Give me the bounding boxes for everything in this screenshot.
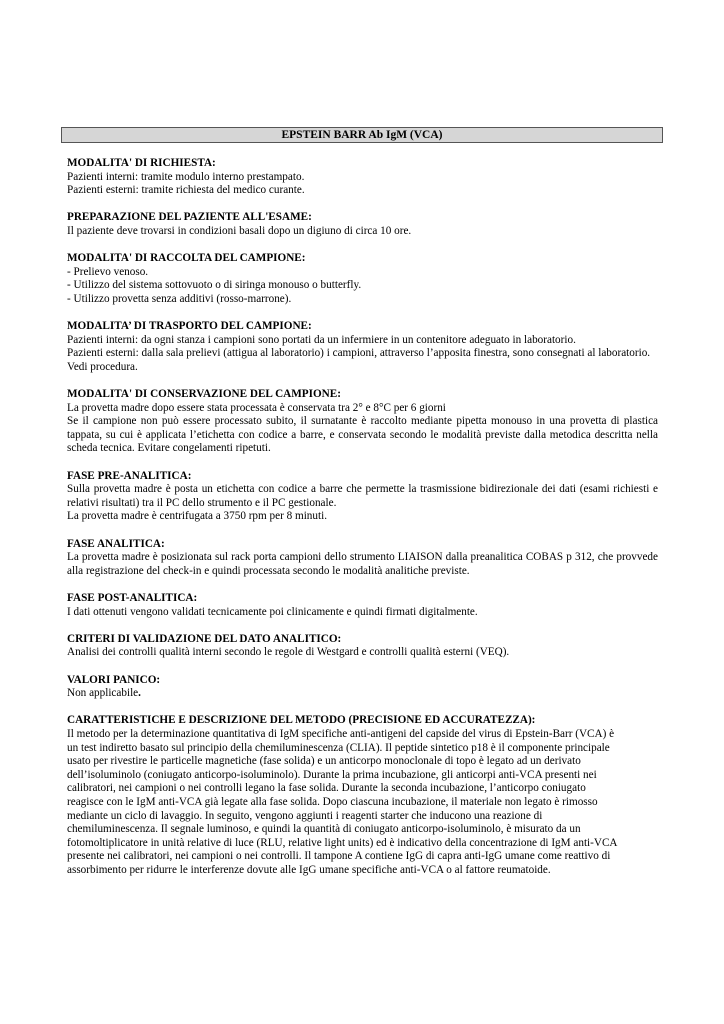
- section-heading: FASE POST-ANALITICA:: [67, 592, 198, 604]
- section-line: Il paziente deve trovarsi in condizioni basali dopo un digiuno di circa 10 ore.: [67, 224, 412, 237]
- section-heading: VALORI PANICO:: [67, 673, 161, 686]
- section-heading: MODALITA' DI CONSERVAZIONE DEL CAMPIONE:: [67, 388, 341, 401]
- section-heading: MODALITA' DI RICHIESTA:: [67, 157, 216, 169]
- section-line: calibratori, nei campioni o nei controlli legano la fase solida. Durante la seconda incubazione, l’anticorpo coniugato: [67, 782, 586, 795]
- section-line: chemiluminescenza. Il segnale luminoso, e quindi la quantità di coniugato anticorpo-isoluminolo, è misurato da un: [67, 823, 581, 836]
- section-line: assorbimento per ridurre le interferenze dovute alle IgG umane specifiche anti-VCA o al fattore reumatoide.: [67, 863, 551, 876]
- section-heading: MODALITA' DI RACCOLTA DEL CAMPIONE:: [67, 252, 306, 265]
- panico-text: Non applicabile: [67, 687, 139, 700]
- section-line: I dati ottenuti vengono validati tecnicamente poi clinicamente e quindi firmati digitalmente.: [67, 605, 478, 618]
- section-line: Il metodo per la determinazione quantitativa di IgM specifiche anti-antigeni del capside del virus di Epstein-Barr (VCA) è: [67, 727, 615, 740]
- section-line: La provetta madre dopo essere stata processata è conservata tra 2° e 8°C per 6 giorni: [67, 401, 446, 414]
- section-preanalitica: [67, 470, 658, 524]
- section-postanalitica: [67, 592, 658, 619]
- section-analitica: [67, 538, 658, 579]
- section-line: reagisce con le IgM anti-VCA già legate alla fase solida. Dopo ciascuna incubazione, il materiale non legato è rimosso: [67, 795, 598, 808]
- section-metodo: [67, 714, 658, 877]
- section-line: mediante un ciclo di lavaggio. In seguito, vengono aggiunti i reagenti starter che inducono una reazione di: [67, 809, 543, 822]
- document-body: [67, 157, 658, 891]
- section-line: presente nei calibratori, nei campioni o nei controlli. Il tampone A contiene IgG di capra anti-IgG umane come reattivo di: [67, 850, 611, 863]
- section-richiesta: [67, 157, 658, 198]
- section-line: Se il campione non può essere processato subito, il surnatante è raccolto mediante pipetta monouso in una provetta di plastica tappata, su cui è applicata l’etichetta con codice a barre, e conservata secondo le modalità previste dalla metodica descritta nella scheda tecnica. Evitare congelamenti ripetuti.: [67, 415, 658, 455]
- section-heading: PREPARAZIONE DEL PAZIENTE ALL'ESAME:: [67, 211, 312, 224]
- section-preparazione: [67, 211, 658, 238]
- section-heading: FASE ANALITICA:: [67, 537, 165, 550]
- section-line: Analisi dei controlli qualità interni secondo le regole di Westgard e controlli qualità esterni (VEQ).: [67, 646, 510, 659]
- section-line: fotomoltiplicatore in unità relative di luce (RLU, relative light units) ed è indicativo della concentrazione di IgM anti-VCA: [67, 836, 618, 849]
- section-line: - Utilizzo del sistema sottovuoto o di siringa monouso o butterfly.: [67, 279, 362, 292]
- section-raccolta: [67, 252, 658, 306]
- section-validazione: [67, 633, 658, 660]
- section-line: La provetta madre è posizionata sul rack porta campioni dello strumento LIAISON dalla preanalitica COBAS p 312, che provvede alla registrazione del check-in e quindi processata secondo le modalità analitiche previste.: [67, 551, 658, 577]
- section-line: Pazienti esterni: dalla sala prelievi (attigua al laboratorio) i campioni, attraverso l’apposita finestra, sono consegnati al laboratorio.: [67, 347, 651, 360]
- section-panico: [67, 674, 658, 701]
- document-title: EPSTEIN BARR Ab IgM (VCA): [61, 127, 663, 143]
- section-line: Sulla provetta madre è posta un etichetta con codice a barre che permette la trasmissione bidirezionale dei dati (esami richiesti e relativi risultati) tra il PC dello strumento e il PC gestionale.: [67, 483, 658, 509]
- section-line: un test indiretto basato sul principio della chemiluminescenza (CLIA). Il peptide sintetico p18 è il componente principale: [67, 741, 610, 754]
- section-heading: MODALITA’ DI TRASPORTO DEL CAMPIONE:: [67, 320, 312, 333]
- section-conservazione: [67, 388, 658, 456]
- section-trasporto: [67, 320, 658, 374]
- section-line: - Prelievo venoso.: [67, 265, 149, 278]
- panico-period: .: [138, 687, 141, 700]
- section-line: Vedi procedura.: [67, 360, 138, 373]
- section-line: Pazienti interni: tramite modulo interno prestampato.: [67, 170, 305, 183]
- section-line: usato per rivestire le particelle magnetiche (fase solida) e un anticorpo monoclonale di topo è legato ad un derivato: [67, 755, 581, 768]
- section-heading: CARATTERISTICHE E DESCRIZIONE DEL METODO (PRECISIONE ED ACCURATEZZA):: [67, 714, 536, 727]
- section-line: Pazienti interni: da ogni stanza i campioni sono portati da un infermiere in un contenitore adeguato in laboratorio.: [67, 333, 576, 346]
- section-line: [67, 687, 658, 701]
- section-line: La provetta madre è centrifugata a 3750 rpm per 8 minuti.: [67, 510, 328, 523]
- section-heading: CRITERI DI VALIDAZIONE DEL DATO ANALITICO:: [67, 632, 342, 645]
- section-line: dell’isoluminolo (coniugato anticorpo-isoluminolo). Durante la prima incubazione, gli anticorpi anti-VCA presenti nei: [67, 768, 597, 781]
- section-line: Pazienti esterni: tramite richiesta del medico curante.: [67, 184, 305, 197]
- section-line: - Utilizzo provetta senza additivi (rosso-marrone).: [67, 292, 292, 305]
- section-heading: FASE PRE-ANALITICA:: [67, 469, 192, 482]
